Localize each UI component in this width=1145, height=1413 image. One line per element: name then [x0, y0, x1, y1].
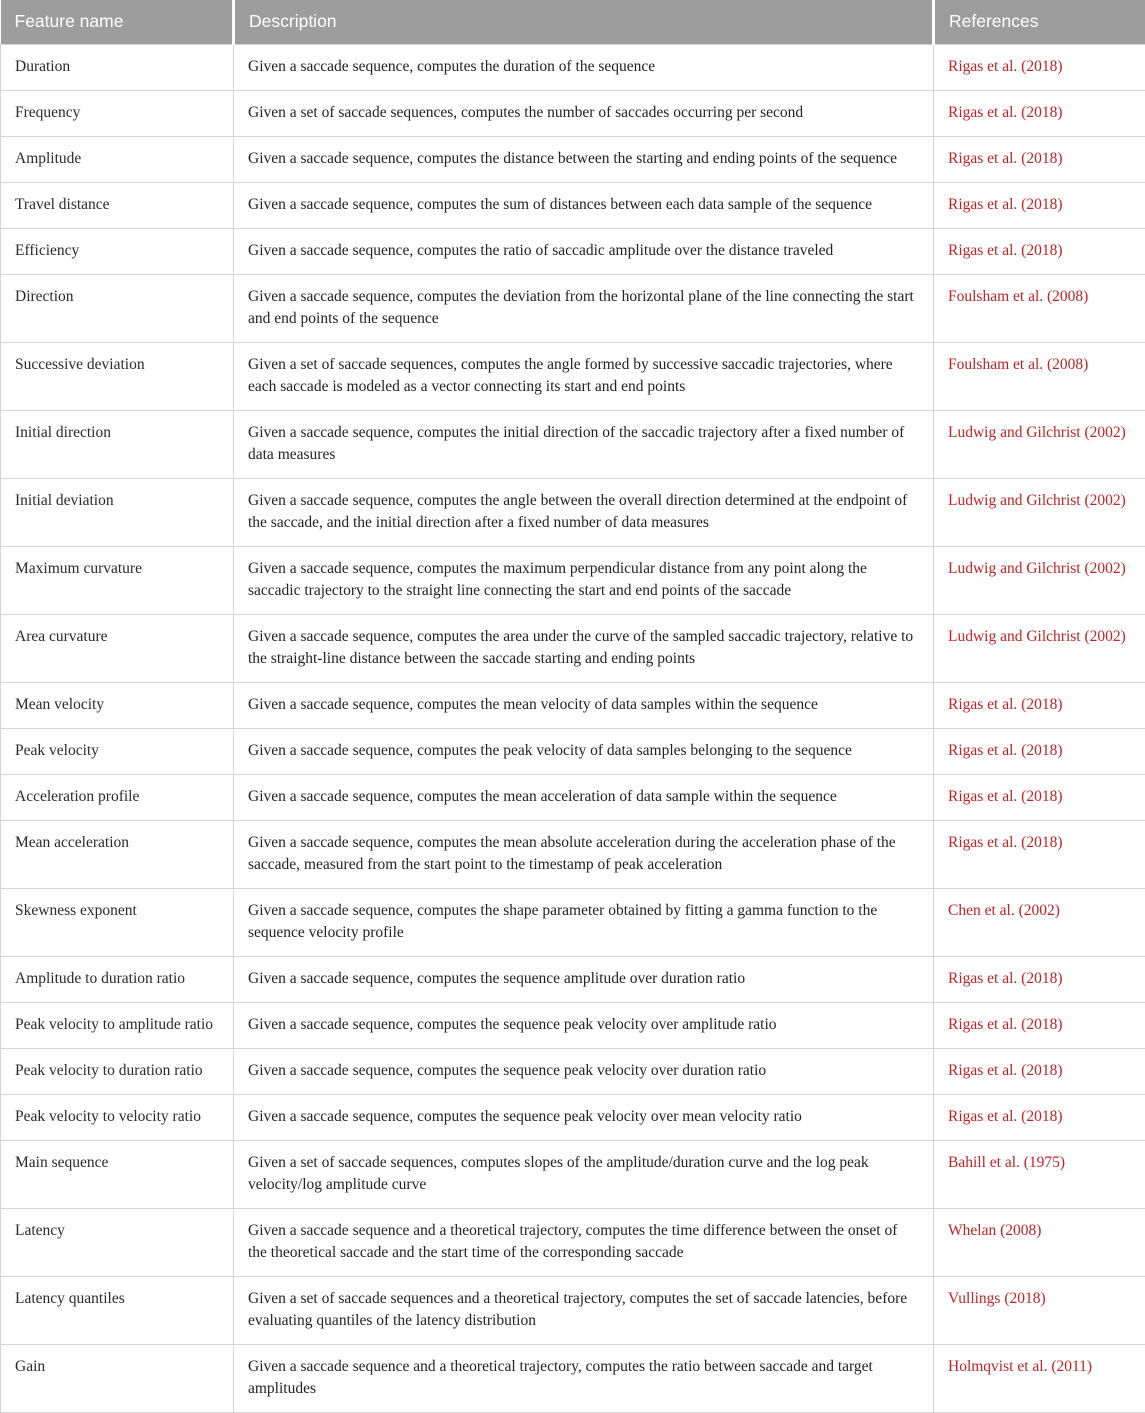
description-cell: Given a saccade sequence and a theoretical trajectory, computes the ratio between saccade and target amplitudes: [234, 1345, 934, 1413]
description-cell: Given a set of saccade sequences and a theoretical trajectory, computes the set of saccade latencies, before evaluating quantiles of the latency distribution: [234, 1277, 934, 1345]
description-cell: Given a saccade sequence, computes the sequence peak velocity over mean velocity ratio: [234, 1095, 934, 1141]
feature-name-cell: Amplitude: [1, 137, 234, 183]
citation-link[interactable]: Rigas et al. (2018): [948, 104, 1063, 121]
table-row: [1, 1049, 1145, 1095]
citation-link[interactable]: Ludwig and Gilchrist (2002): [948, 628, 1126, 645]
reference-cell: [934, 45, 1145, 91]
description-cell: Given a saccade sequence, computes the deviation from the horizontal plane of the line connecting the start and end points of the sequence: [234, 275, 934, 343]
table-row: [1, 91, 1145, 137]
description-cell: Given a saccade sequence, computes the duration of the sequence: [234, 45, 934, 91]
table-row: [1, 889, 1145, 957]
description-cell: Given a saccade sequence, computes the sequence peak velocity over duration ratio: [234, 1049, 934, 1095]
citation-link[interactable]: Rigas et al. (2018): [948, 1062, 1063, 1079]
table-row: [1, 343, 1145, 411]
table-row: [1, 821, 1145, 889]
table-row: [1, 1209, 1145, 1277]
reference-cell: [934, 1277, 1145, 1345]
table-row: [1, 775, 1145, 821]
citation-link[interactable]: Ludwig and Gilchrist (2002): [948, 424, 1126, 441]
description-cell: Given a saccade sequence, computes the peak velocity of data samples belonging to the sequence: [234, 729, 934, 775]
feature-name-cell: Successive deviation: [1, 343, 234, 411]
table-row: [1, 479, 1145, 547]
feature-name-cell: Travel distance: [1, 183, 234, 229]
table-row: [1, 615, 1145, 683]
feature-name-cell: Peak velocity to duration ratio: [1, 1049, 234, 1095]
description-cell: Given a set of saccade sequences, computes the number of saccades occurring per second: [234, 91, 934, 137]
citation-link[interactable]: Bahill et al. (1975): [948, 1154, 1065, 1171]
feature-name-cell: Latency: [1, 1209, 234, 1277]
table-row: [1, 229, 1145, 275]
reference-cell: [934, 275, 1145, 343]
feature-name-cell: Peak velocity to velocity ratio: [1, 1095, 234, 1141]
table-row: [1, 957, 1145, 1003]
citation-link[interactable]: Rigas et al. (2018): [948, 58, 1063, 75]
table-row: [1, 411, 1145, 479]
column-header-references: References: [934, 0, 1145, 45]
table-row: [1, 1003, 1145, 1049]
reference-cell: [934, 479, 1145, 547]
reference-cell: [934, 1095, 1145, 1141]
description-cell: Given a saccade sequence, computes the distance between the starting and ending points of the sequence: [234, 137, 934, 183]
feature-name-cell: Peak velocity to amplitude ratio: [1, 1003, 234, 1049]
description-cell: Given a set of saccade sequences, computes slopes of the amplitude/duration curve and the log peak velocity/log amplitude curve: [234, 1141, 934, 1209]
description-cell: Given a saccade sequence, computes the sum of distances between each data sample of the sequence: [234, 183, 934, 229]
feature-name-cell: Skewness exponent: [1, 889, 234, 957]
reference-cell: [934, 343, 1145, 411]
table-row: [1, 683, 1145, 729]
reference-cell: [934, 1141, 1145, 1209]
description-cell: Given a saccade sequence, computes the ratio of saccadic amplitude over the distance traveled: [234, 229, 934, 275]
description-cell: Given a saccade sequence, computes the shape parameter obtained by fitting a gamma function to the sequence velocity profile: [234, 889, 934, 957]
table-row: [1, 137, 1145, 183]
feature-name-cell: Amplitude to duration ratio: [1, 957, 234, 1003]
reference-cell: [934, 821, 1145, 889]
description-cell: Given a saccade sequence, computes the angle between the overall direction determined at the endpoint of the saccade, and the initial direction after a fixed number of data measures: [234, 479, 934, 547]
table-row: [1, 275, 1145, 343]
table-row: [1, 1141, 1145, 1209]
table-row: [1, 1277, 1145, 1345]
feature-name-cell: Latency quantiles: [1, 1277, 234, 1345]
citation-link[interactable]: Whelan (2008): [948, 1222, 1041, 1239]
feature-name-cell: Direction: [1, 275, 234, 343]
feature-name-cell: Efficiency: [1, 229, 234, 275]
reference-cell: [934, 1345, 1145, 1413]
feature-name-cell: Acceleration profile: [1, 775, 234, 821]
description-cell: Given a saccade sequence, computes the mean velocity of data samples within the sequence: [234, 683, 934, 729]
reference-cell: [934, 615, 1145, 683]
reference-cell: [934, 547, 1145, 615]
citation-link[interactable]: Holmqvist et al. (2011): [948, 1358, 1092, 1375]
citation-link[interactable]: Rigas et al. (2018): [948, 1108, 1063, 1125]
citation-link[interactable]: Rigas et al. (2018): [948, 742, 1063, 759]
reference-cell: [934, 1049, 1145, 1095]
description-cell: Given a saccade sequence, computes the area under the curve of the sampled saccadic trajectory, relative to the straight-line distance between the saccade starting and ending points: [234, 615, 934, 683]
description-cell: Given a saccade sequence, computes the mean acceleration of data sample within the sequence: [234, 775, 934, 821]
description-cell: Given a saccade sequence, computes the initial direction of the saccadic trajectory after a fixed number of data measures: [234, 411, 934, 479]
column-header-description: Description: [234, 0, 934, 45]
citation-link[interactable]: Chen et al. (2002): [948, 902, 1060, 919]
citation-link[interactable]: Ludwig and Gilchrist (2002): [948, 560, 1126, 577]
citation-link[interactable]: Rigas et al. (2018): [948, 150, 1063, 167]
reference-cell: [934, 183, 1145, 229]
feature-name-cell: Maximum curvature: [1, 547, 234, 615]
reference-cell: [934, 411, 1145, 479]
feature-name-cell: Mean acceleration: [1, 821, 234, 889]
feature-name-cell: Initial direction: [1, 411, 234, 479]
reference-cell: [934, 137, 1145, 183]
description-cell: Given a set of saccade sequences, computes the angle formed by successive saccadic trajectories, where each saccade is modeled as a vector connecting its start and end points: [234, 343, 934, 411]
citation-link[interactable]: Foulsham et al. (2008): [948, 356, 1088, 373]
citation-link[interactable]: Rigas et al. (2018): [948, 834, 1063, 851]
feature-name-cell: Frequency: [1, 91, 234, 137]
reference-cell: [934, 1003, 1145, 1049]
table-row: [1, 45, 1145, 91]
table-row: [1, 547, 1145, 615]
reference-cell: [934, 775, 1145, 821]
table-row: [1, 1095, 1145, 1141]
citation-link[interactable]: Vullings (2018): [948, 1290, 1046, 1307]
citation-link[interactable]: Rigas et al. (2018): [948, 1016, 1063, 1033]
reference-cell: [934, 91, 1145, 137]
feature-name-cell: Initial deviation: [1, 479, 234, 547]
feature-name-cell: Mean velocity: [1, 683, 234, 729]
table-header-row: [1, 0, 1145, 45]
reference-cell: [934, 957, 1145, 1003]
reference-cell: [934, 683, 1145, 729]
citation-link[interactable]: Ludwig and Gilchrist (2002): [948, 492, 1126, 509]
table-row: [1, 183, 1145, 229]
table-body: [1, 45, 1145, 1413]
citation-link[interactable]: Rigas et al. (2018): [948, 788, 1063, 805]
citation-link[interactable]: Rigas et al. (2018): [948, 242, 1063, 259]
citation-link[interactable]: Rigas et al. (2018): [948, 696, 1063, 713]
citation-link[interactable]: Foulsham et al. (2008): [948, 288, 1088, 305]
table-row: [1, 729, 1145, 775]
feature-name-cell: Duration: [1, 45, 234, 91]
feature-name-cell: Gain: [1, 1345, 234, 1413]
table-row: [1, 1345, 1145, 1413]
feature-name-cell: Main sequence: [1, 1141, 234, 1209]
description-cell: Given a saccade sequence, computes the maximum perpendicular distance from any point along the saccadic trajectory to the straight line connecting the start and end points of the saccade: [234, 547, 934, 615]
description-cell: Given a saccade sequence, computes the mean absolute acceleration during the acceleration phase of the saccade, measured from the start point to the timestamp of peak acceleration: [234, 821, 934, 889]
description-cell: Given a saccade sequence, computes the sequence peak velocity over amplitude ratio: [234, 1003, 934, 1049]
reference-cell: [934, 229, 1145, 275]
citation-link[interactable]: Rigas et al. (2018): [948, 970, 1063, 987]
reference-cell: [934, 729, 1145, 775]
feature-name-cell: Area curvature: [1, 615, 234, 683]
description-cell: Given a saccade sequence and a theoretical trajectory, computes the time difference between the onset of the theoretical saccade and the start time of the corresponding saccade: [234, 1209, 934, 1277]
reference-cell: [934, 889, 1145, 957]
description-cell: Given a saccade sequence, computes the sequence amplitude over duration ratio: [234, 957, 934, 1003]
citation-link[interactable]: Rigas et al. (2018): [948, 196, 1063, 213]
feature-name-cell: Peak velocity: [1, 729, 234, 775]
column-header-feature-name: Feature name: [1, 0, 234, 45]
reference-cell: [934, 1209, 1145, 1277]
